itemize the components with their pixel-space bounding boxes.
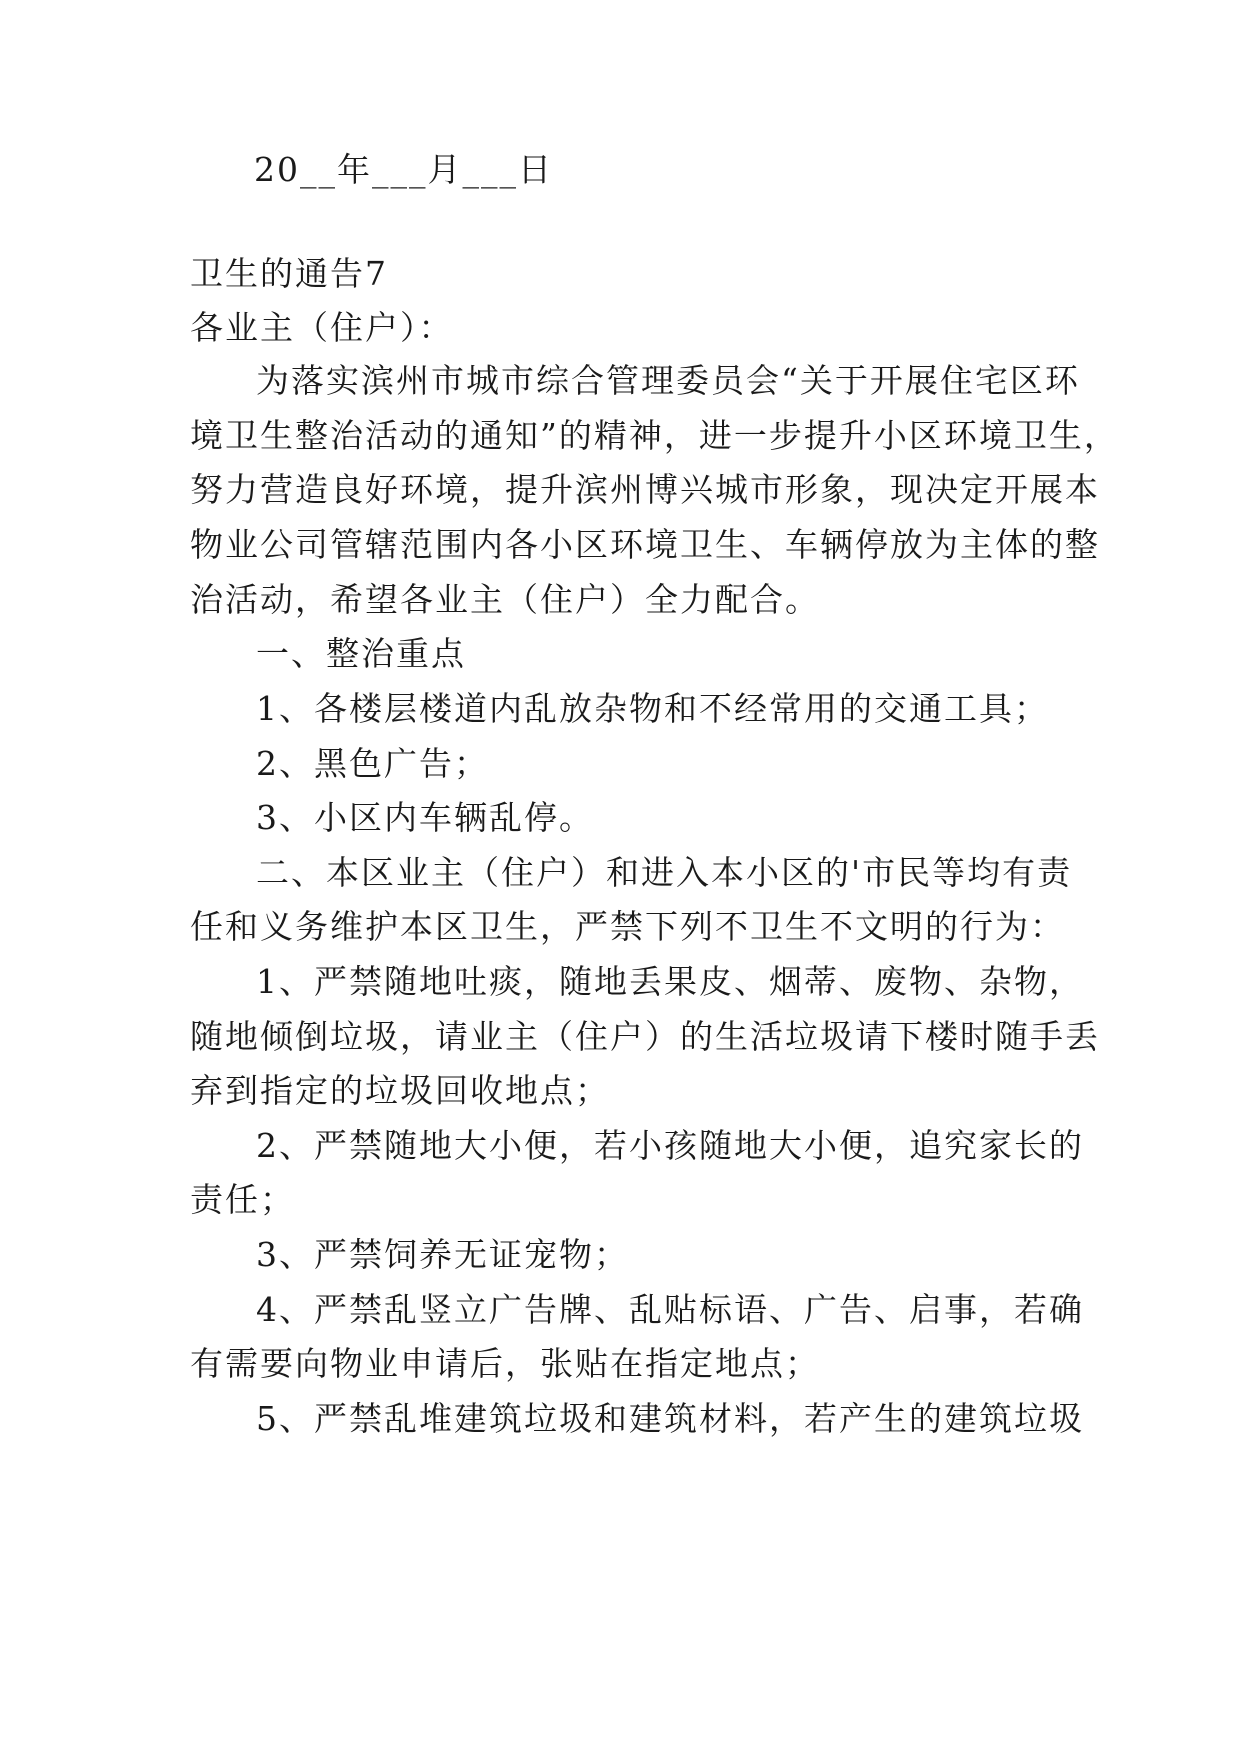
body-line: 境卫生整治活动的通知”的精神，进一步提升小区环境卫生，	[190, 416, 1119, 455]
salutation: 各业主（住户）：	[190, 308, 454, 347]
body-line: 为落实滨州市城市综合管理委员会“关于开展住宅区环	[256, 361, 1080, 400]
list-item: 1、各楼层楼道内乱放杂物和不经常用的交通工具；	[256, 689, 1049, 728]
body-line: 治活动，希望各业主（住户）全力配合。	[190, 580, 820, 619]
body-line: 弃到指定的垃圾回收地点；	[190, 1071, 610, 1110]
date-line: 20__年___月___日	[254, 150, 553, 189]
list-item: 2、严禁随地大小便，若小孩随地大小便，追究家长的	[256, 1126, 1084, 1165]
list-item: 3、小区内车辆乱停。	[256, 798, 594, 837]
list-item: 4、严禁乱竖立广告牌、乱贴标语、广告、启事，若确	[256, 1290, 1084, 1329]
list-item: 2、黑色广告；	[256, 744, 489, 783]
body-line: 责任；	[190, 1180, 295, 1219]
list-item: 5、严禁乱堆建筑垃圾和建筑材料，若产生的建筑垃圾	[256, 1399, 1084, 1438]
list-item: 3、严禁饲养无证宠物；	[256, 1235, 629, 1274]
body-line: 努力营造良好环境，提升滨州博兴城市形象，现决定开展本	[190, 470, 1100, 509]
body-line: 有需要向物业申请后，张贴在指定地点；	[190, 1344, 820, 1383]
list-item: 1、严禁随地吐痰，随地丢果皮、烟蒂、废物、杂物，	[256, 962, 1084, 1001]
body-line: 随地倾倒垃圾，请业主（住户）的生活垃圾请下楼时随手丢	[190, 1017, 1100, 1056]
body-line: 任和义务维护本区卫生，严禁下列不卫生不文明的行为：	[190, 907, 1065, 946]
notice-title: 卫生的通告7	[190, 254, 388, 293]
section-heading: 一、整治重点	[256, 634, 466, 673]
section-heading: 二、本区业主（住户）和进入本小区的'市民等均有责	[256, 853, 1073, 892]
body-line: 物业公司管辖范围内各小区环境卫生、车辆停放为主体的整	[190, 525, 1100, 564]
